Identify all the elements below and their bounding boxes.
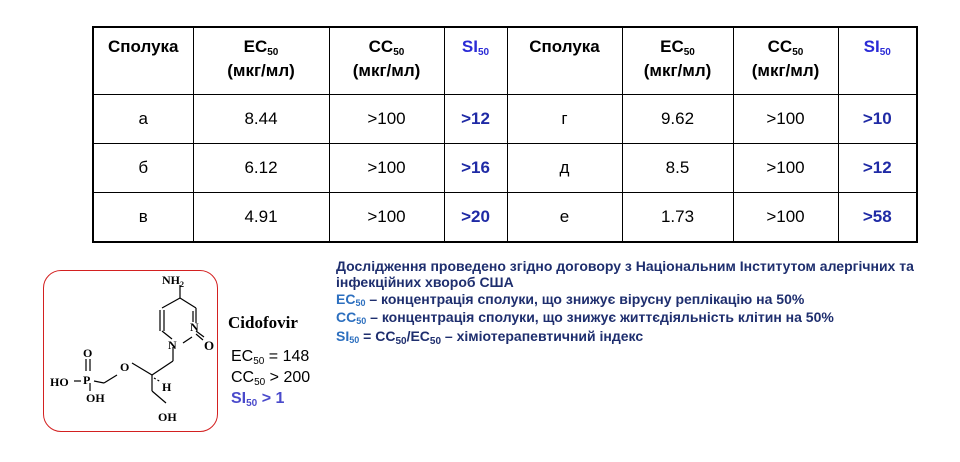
structure-panel bbox=[43, 270, 218, 432]
cell-cc50: >100 bbox=[733, 95, 838, 144]
cell-compound: г bbox=[507, 95, 622, 144]
cell-ec50: 1.73 bbox=[622, 193, 733, 243]
header-cc50-2: CC50 (мкг/мл) bbox=[733, 27, 838, 95]
cell-cc50: >100 bbox=[733, 144, 838, 193]
header-compound-2: Сполука bbox=[507, 27, 622, 95]
cell-compound: д bbox=[507, 144, 622, 193]
table-row bbox=[93, 193, 917, 243]
p-oh-label: OH bbox=[86, 391, 105, 405]
cell-cc50: >100 bbox=[329, 144, 444, 193]
phosphoryl-o-label: O bbox=[83, 346, 93, 360]
notes-block bbox=[336, 258, 936, 347]
header-compound: Сполука bbox=[93, 27, 193, 95]
cell-cc50: >100 bbox=[329, 193, 444, 243]
note-ec50-definition: EC50 – концентрація сполуки, що знижує вірусну реплікацію на 50% bbox=[336, 290, 805, 308]
cell-ec50: 6.12 bbox=[193, 144, 329, 193]
cell-compound: б bbox=[93, 144, 193, 193]
results-table bbox=[92, 26, 918, 243]
header-ec50-2: EC50 (мкг/мл) bbox=[622, 27, 733, 95]
carbonyl-o-label: O bbox=[204, 338, 215, 353]
table-header-row bbox=[93, 27, 917, 95]
cell-compound: е bbox=[507, 193, 622, 243]
header-si50: SI50 bbox=[444, 27, 507, 95]
cell-ec50: 8.5 bbox=[622, 144, 733, 193]
table-row bbox=[93, 144, 917, 193]
header-si50-2: SI50 bbox=[838, 27, 917, 95]
compound-name: Cidofovir bbox=[228, 313, 298, 332]
cell-si50: >10 bbox=[838, 95, 917, 144]
cell-compound: а bbox=[93, 95, 193, 144]
cell-compound: в bbox=[93, 193, 193, 243]
cell-si50: >58 bbox=[838, 193, 917, 243]
note-study-info: Дослідження проведено згідно договору з Національним Інститутом алергічних та інфекційних хвороб США bbox=[336, 258, 914, 291]
h-label: H bbox=[162, 380, 172, 394]
compound-values bbox=[231, 347, 310, 410]
note-cc50-definition: CC50 – концентрація сполуки, що знижує життєдіяльність клітин на 50% bbox=[336, 309, 834, 327]
ho-label: HO bbox=[50, 375, 69, 389]
ring-n1-label: N bbox=[168, 338, 177, 352]
note-si50-definition: $SI50 = CC_{50}/EC_{50}$ – хіміотерапевтичний індекс bbox=[336, 327, 644, 347]
cell-si50: >16 bbox=[444, 144, 507, 193]
nh2-label: $NH_2$ bbox=[162, 273, 184, 289]
phosphorus-label: P bbox=[83, 373, 91, 387]
cell-ec50: 8.44 bbox=[193, 95, 329, 144]
terminal-oh-label: OH bbox=[158, 410, 177, 424]
compound-cc50: CC50 > 200 bbox=[231, 369, 311, 388]
cell-ec50: 4.91 bbox=[193, 193, 329, 243]
header-ec50: EC50 (мкг/мл) bbox=[193, 27, 329, 95]
cidofovir-structure-diagram bbox=[44, 271, 217, 431]
cell-si50: >20 bbox=[444, 193, 507, 243]
cell-ec50: 9.62 bbox=[622, 95, 733, 144]
ether-o-label: O bbox=[120, 360, 130, 374]
compound-si50: SI50 > 1 bbox=[231, 390, 285, 409]
table-row bbox=[93, 95, 917, 144]
header-cc50: CC50 (мкг/мл) bbox=[329, 27, 444, 95]
compound-ec50: EC50 = 148 bbox=[231, 348, 310, 367]
cell-cc50: >100 bbox=[733, 193, 838, 243]
cell-cc50: >100 bbox=[329, 95, 444, 144]
cell-si50: >12 bbox=[444, 95, 507, 144]
ring-n-label: N bbox=[190, 320, 199, 334]
cell-si50: >12 bbox=[838, 144, 917, 193]
